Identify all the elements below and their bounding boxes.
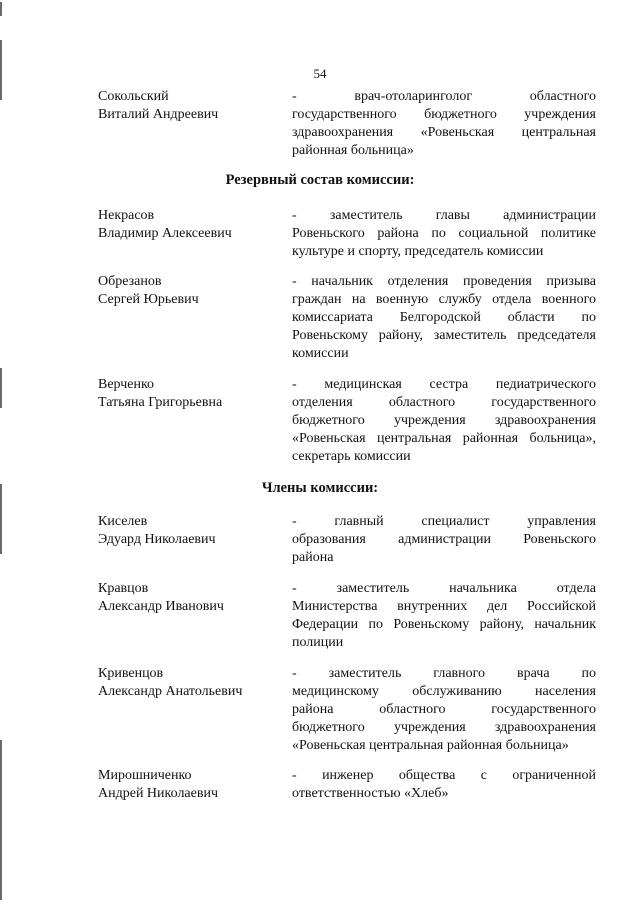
role-line: района областного государственного (292, 702, 596, 717)
role-line: медицинскому обслуживанию населения (292, 684, 596, 699)
person-given-name: Александр Иванович (98, 599, 224, 614)
person-role (292, 207, 596, 261)
person-name (98, 665, 283, 701)
person-name (98, 513, 283, 549)
scan-margin-mark (0, 40, 2, 100)
role-line: отделения областного государственного (292, 395, 596, 410)
person-role (292, 376, 596, 466)
section-heading-reserve: Резервный состав комиссии: (225, 172, 415, 188)
role-line: здравоохранения «Ровеньская центральная (292, 125, 596, 140)
scan-margin-mark (0, 740, 2, 900)
role-line: - врач-отоларинголог областного (292, 89, 596, 104)
person-given-name: Виталий Андреевич (98, 107, 219, 122)
person-given-name: Александр Анатольевич (98, 684, 243, 699)
role-line: ответственностью «Хлеб» (292, 786, 449, 801)
person-role (292, 767, 596, 803)
person-role (292, 273, 596, 363)
role-line: государственного бюджетного учреждения (292, 107, 596, 122)
person-role (292, 88, 596, 160)
person-role (292, 665, 596, 755)
person-surname: Киселев (98, 514, 148, 529)
role-line: «Ровеньская центральная районная больница», (292, 431, 596, 446)
person-surname: Кривенцов (98, 666, 164, 681)
role-line: комиссариата Белгородской области по (292, 310, 596, 325)
person-surname: Мирошниченко (98, 768, 192, 783)
role-line: бюджетного учреждения здравоохранения (292, 413, 596, 428)
role-line: бюджетного учреждения здравоохранения (292, 720, 596, 735)
page-number: 54 (313, 66, 327, 81)
role-line: района (292, 550, 334, 565)
scan-margin-mark (0, 368, 2, 408)
role-line: комиссии (292, 346, 349, 361)
person-surname: Кравцов (98, 581, 149, 596)
scan-margin-mark (0, 484, 2, 554)
person-given-name: Сергей Юрьевич (98, 292, 199, 307)
role-line: образования администрации Ровеньского (292, 532, 596, 547)
role-line: районная больница» (292, 143, 414, 158)
role-line: полиции (292, 635, 344, 650)
role-line: - медицинская сестра педиатрического (292, 377, 596, 392)
person-name (98, 88, 283, 124)
person-given-name: Татьяна Григорьевна (98, 395, 223, 410)
role-line: Ровеньскому району, заместитель председателя (292, 328, 596, 343)
person-surname: Сокольский (98, 89, 169, 104)
person-given-name: Андрей Николаевич (98, 786, 218, 801)
role-line: культуре и спорту, председатель комиссии (292, 244, 544, 259)
person-given-name: Эдуард Николаевич (98, 532, 216, 547)
person-name (98, 376, 283, 412)
role-line: - инженер общества с ограниченной (292, 768, 596, 783)
role-line: - заместитель главы администрации (292, 208, 596, 223)
person-name (98, 273, 283, 309)
role-line: - начальник отделения проведения призыва (292, 274, 596, 289)
role-line: Министерства внутренних дел Российской (292, 599, 596, 614)
role-line: секретарь комиссии (292, 449, 411, 464)
person-surname: Обрезанов (98, 274, 162, 289)
person-name (98, 767, 283, 803)
person-name (98, 580, 283, 616)
person-name (98, 207, 283, 243)
person-role (292, 513, 596, 567)
person-role (292, 580, 596, 652)
role-line: - заместитель начальника отдела (292, 581, 596, 596)
role-line: - главный специалист управления (292, 514, 596, 529)
role-line: «Ровеньская центральная районная больница» (292, 738, 569, 753)
role-line: Федерации по Ровеньскому району, начальник (292, 617, 596, 632)
scan-margin-mark (0, 2, 2, 16)
person-surname: Некрасов (98, 208, 155, 223)
section-heading-members: Члены комиссии: (261, 480, 379, 496)
role-line: Ровеньского района по социальной политике (292, 226, 596, 241)
role-line: граждан на военную службу отдела военного (292, 292, 596, 307)
person-given-name: Владимир Алексеевич (98, 226, 232, 241)
role-line: - заместитель главного врача по (292, 666, 596, 681)
person-surname: Верченко (98, 377, 155, 392)
